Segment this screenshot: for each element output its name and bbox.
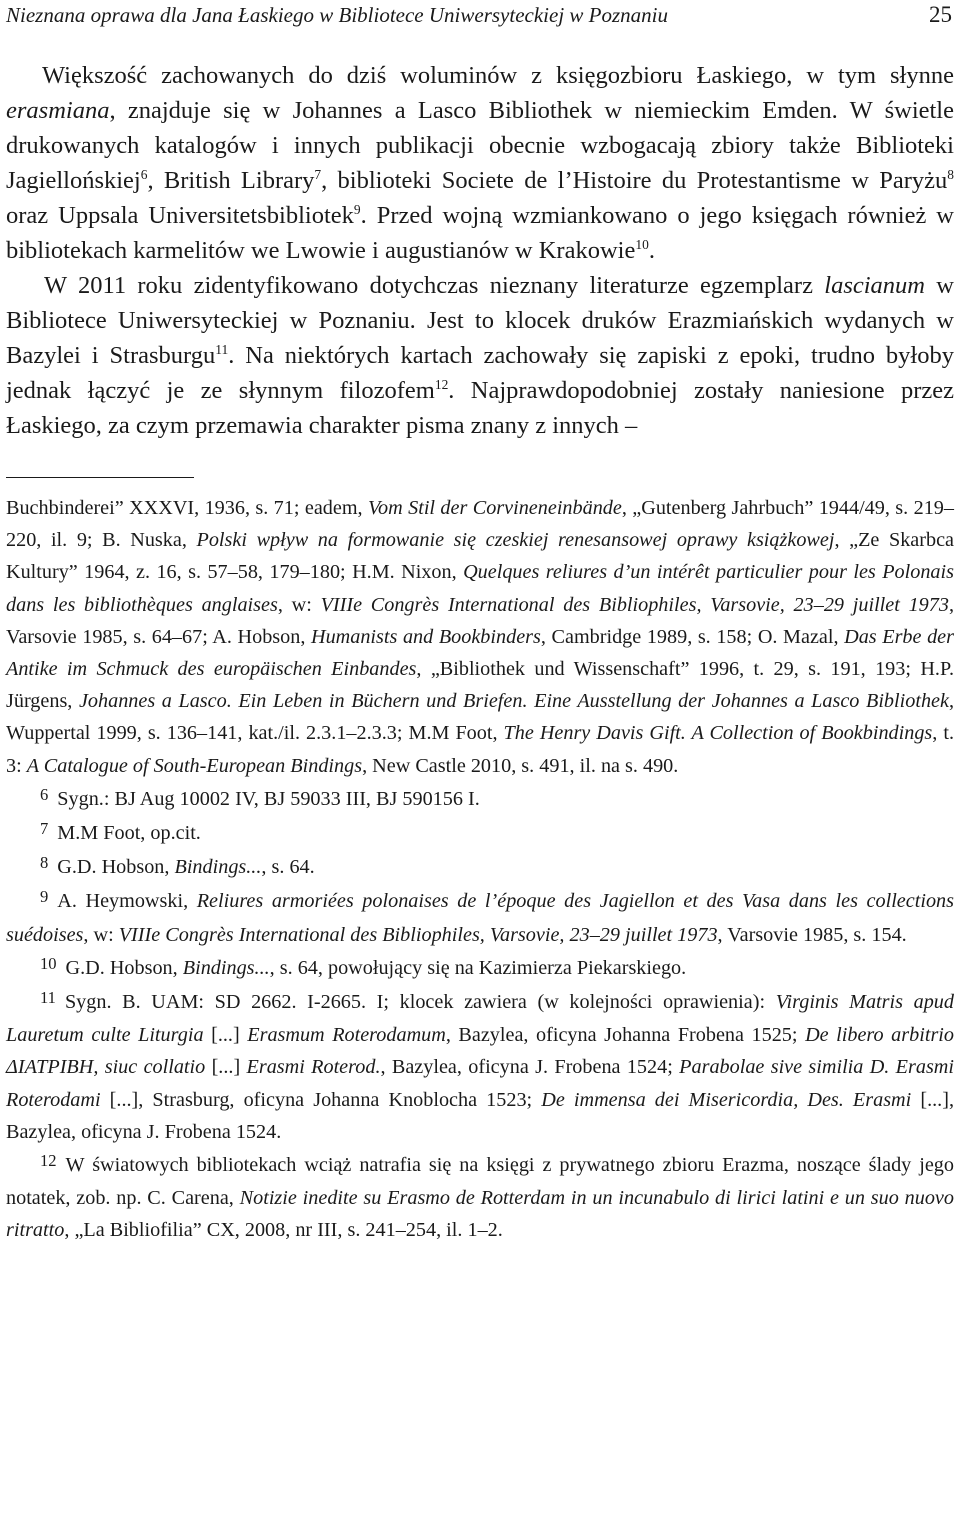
text-run: Sygn.: BJ Aug 10002 IV, BJ 59033 III, BJ 590156 I.: [57, 787, 480, 810]
italic-run: Bindings...: [174, 856, 262, 879]
footnote-ref[interactable]: 8: [947, 166, 955, 182]
footnote-ref[interactable]: 7: [314, 166, 322, 182]
italic-run: Reliures armoriées polonaises de l’époque des Jagiellon et des Vasa dans les collections suédoises: [6, 890, 954, 946]
footnote-number: 12: [40, 1151, 57, 1171]
footnote-12: [6, 1149, 954, 1247]
italic-run: Bindings...: [182, 956, 270, 979]
italic-run: Virginis Matris apud Lauretum culte Liturgia: [6, 991, 954, 1047]
text-run: . Najprawdopodobniej zostały naniesione przez Łaskiego, za czym przemawia charakter pisma znany z innych –: [6, 377, 954, 439]
footnote-number: 8: [40, 853, 49, 873]
italic-run: De libero arbitrio ΔIATPIBH, siuc collatio: [6, 1024, 954, 1079]
italic-run: erasmiana: [6, 97, 110, 124]
italic-run: lascianum: [824, 272, 925, 299]
text-run: A. Heymowski,: [57, 890, 197, 913]
italic-run: The Henry Davis Gift. A Collection of Bookbindings: [503, 722, 933, 745]
footnote-ref[interactable]: 12: [434, 376, 449, 392]
page-number: 25: [929, 2, 952, 27]
body-paragraph-1: [6, 58, 954, 268]
text-run: [...], Bazylea, oficyna J. Frobena 1524.: [6, 1088, 954, 1143]
text-run: w Bibliotece Uniwersyteckiej w Poznaniu. Jest to klocek druków Erazmiańskich wydanych w Bazylei i Strasburgu: [6, 272, 955, 369]
text-run: [...], Strasburg, oficyna Johanna Knoblocha 1523;: [100, 1088, 542, 1111]
footnote-ref[interactable]: 6: [140, 166, 148, 182]
text-run: Buchbinderei” XXXVI, 1936, s. 71; eadem,: [6, 497, 368, 519]
text-run: G.D. Hobson,: [65, 956, 183, 979]
text-run: , s. 64, powołujący się na Kazimierza Piekarskiego.: [269, 956, 687, 979]
text-run: M.M Foot, op.cit.: [57, 822, 201, 845]
footnote-number: 11: [40, 988, 56, 1008]
footnote-number: 9: [40, 887, 49, 907]
text-run: , biblioteki Societe de l’Histoire du Protestantisme w Paryżu: [321, 167, 948, 194]
text-run: , „Gutenberg Jahrbuch” 1944/49, s. 219–220, il. 9; B. Nuska,: [6, 497, 954, 552]
footnote-number: 10: [40, 953, 57, 973]
italic-run: Quelques reliures d’un intérêt particulier pour les Polonais dans les bibliothèques anglaises: [6, 561, 954, 616]
footnote-10: [6, 952, 954, 985]
italic-run: VIIIe Congrès International des Bibliophiles, Varsovie, 23–29 juillet 1973: [320, 593, 949, 616]
italic-run: Parabolae sive similia D. Erasmi Roterodami: [6, 1056, 954, 1111]
text-run: [...]: [205, 1056, 247, 1079]
footnote-ref[interactable]: 11: [215, 341, 229, 357]
italic-run: VIIIe Congrès International des Bibliophiles, Varsovie, 23–29 juillet 1973: [118, 923, 718, 946]
italic-run: Das Erbe der Antike im Schmuck des europäischen Einbandes: [6, 625, 954, 681]
italic-run: Polski wpływ na formowanie się czeskiej renesansowej oprawy książkowej: [196, 529, 835, 552]
text-run: , Varsovie 1985, s. 154.: [717, 923, 907, 946]
footnote-ref[interactable]: 9: [353, 201, 361, 217]
footnote-6: [6, 783, 954, 816]
footnote-number: 6: [40, 784, 49, 804]
footnote-8: [6, 851, 954, 884]
body-paragraph-2: [6, 268, 954, 443]
footnote-number: 7: [40, 819, 49, 839]
italic-run: Vom Stil der Corvineneinbände: [367, 497, 622, 519]
main-text: [6, 58, 954, 443]
italic-run: Erasmum Roterodamum: [247, 1024, 446, 1047]
text-run: , Bazylea, oficyna J. Frobena 1524;: [380, 1056, 680, 1079]
italic-run: Johannes a Lasco. Ein Leben in Büchern und Briefen. Eine Ausstellung der Johannes a Lasco Bibliothek: [78, 690, 949, 713]
text-run: , „Bibliothek und Wissenschaft” 1996, t. 29, s. 191, 193; H.P. Jürgens,: [6, 658, 954, 713]
text-run: , „Ze Skarbca Kultury” 1964, z. 16, s. 57–58, 179–180; H.M. Nixon,: [6, 529, 954, 584]
text-run: oraz Uppsala Universitetsbibliotek: [6, 202, 354, 229]
footnote-ref[interactable]: 10: [635, 236, 649, 252]
footnote-11: [6, 986, 954, 1148]
text-run: , s. 64.: [261, 856, 315, 879]
text-run: , Cambridge 1989, s. 158; O. Mazal,: [540, 625, 845, 648]
text-run: . Na niektórych kartach zachowały się zapiski z epoki, trudno byłoby jednak łączyć je ze słynnym filozofem: [6, 342, 954, 404]
text-run: , znajduje się w Johannes a Lasco Bibliothek w niemieckim Emden. W świetle drukowanych katalogów i innych publikacji obecnie wzbogacają zbiory także Biblioteki Jagiellońskiej: [6, 97, 954, 194]
text-run: W światowych bibliotekach wciąż natrafia się na księgi z prywatnego zbioru Erazma, noszące ślady jego notatek, zob. np. C. Carena,: [6, 1154, 954, 1210]
text-run: Sygn. B. UAM: SD 2662. I-2665. I; klocek zawiera (w kolejności oprawienia):: [64, 991, 776, 1014]
running-header: [6, 0, 954, 44]
text-run: , w:: [83, 923, 119, 946]
text-run: , Bazylea, oficyna Johanna Frobena 1525;: [445, 1024, 806, 1047]
footnotes: [6, 492, 954, 1247]
italic-run: Erasmi Roterod.: [246, 1056, 381, 1079]
italic-run: Notizie inedite su Erasmo de Rotterdam in un incunabulo di lirici latini e un suo nuovo ritratto: [6, 1187, 954, 1242]
text-run: [...]: [203, 1024, 248, 1047]
footnote-9: [6, 885, 954, 950]
text-run: , British Library: [147, 167, 315, 194]
text-run: W 2011 roku zidentyfikowano dotychczas nieznany literaturze egzemplarz: [44, 272, 825, 299]
italic-run: Humanists and Bookbinders: [310, 625, 541, 648]
text-run: , w:: [277, 593, 321, 616]
text-run: , Varsovie 1985, s. 64–67; A. Hobson,: [6, 593, 955, 648]
footnote-separator: [6, 477, 194, 478]
text-run: . Przed wojną wzmiankowano o jego księgach również w bibliotekach karmelitów we Lwowie i augustianów w Krakowie: [6, 202, 954, 264]
italic-run: A Catalogue of South-European Bindings: [26, 754, 363, 777]
footnote-continuation: [6, 492, 954, 782]
text-run: , t. 3:: [6, 722, 955, 777]
text-run: , New Castle 2010, s. 491, il. na s. 490.: [362, 754, 679, 777]
italic-run: De immensa dei Misericordia, Des. Erasmi: [541, 1088, 912, 1111]
text-run: , Wuppertal 1999, s. 136–141, kat./il. 2.3.1–2.3.3; M.M Foot,: [6, 690, 954, 745]
text-run: G.D. Hobson,: [57, 856, 175, 879]
text-run: Większość zachowanych do dziś woluminów z księgozbioru Łaskiego, w tym słynne: [42, 62, 954, 89]
text-run: , „La Bibliofilia” CX, 2008, nr III, s. 241–254, il. 1–2.: [64, 1219, 503, 1242]
running-title: Nieznana oprawa dla Jana Łaskiego w Bibliotece Uniwersyteckiej w Poznaniu: [6, 3, 669, 27]
footnote-7: [6, 817, 954, 850]
text-run: .: [648, 237, 655, 264]
